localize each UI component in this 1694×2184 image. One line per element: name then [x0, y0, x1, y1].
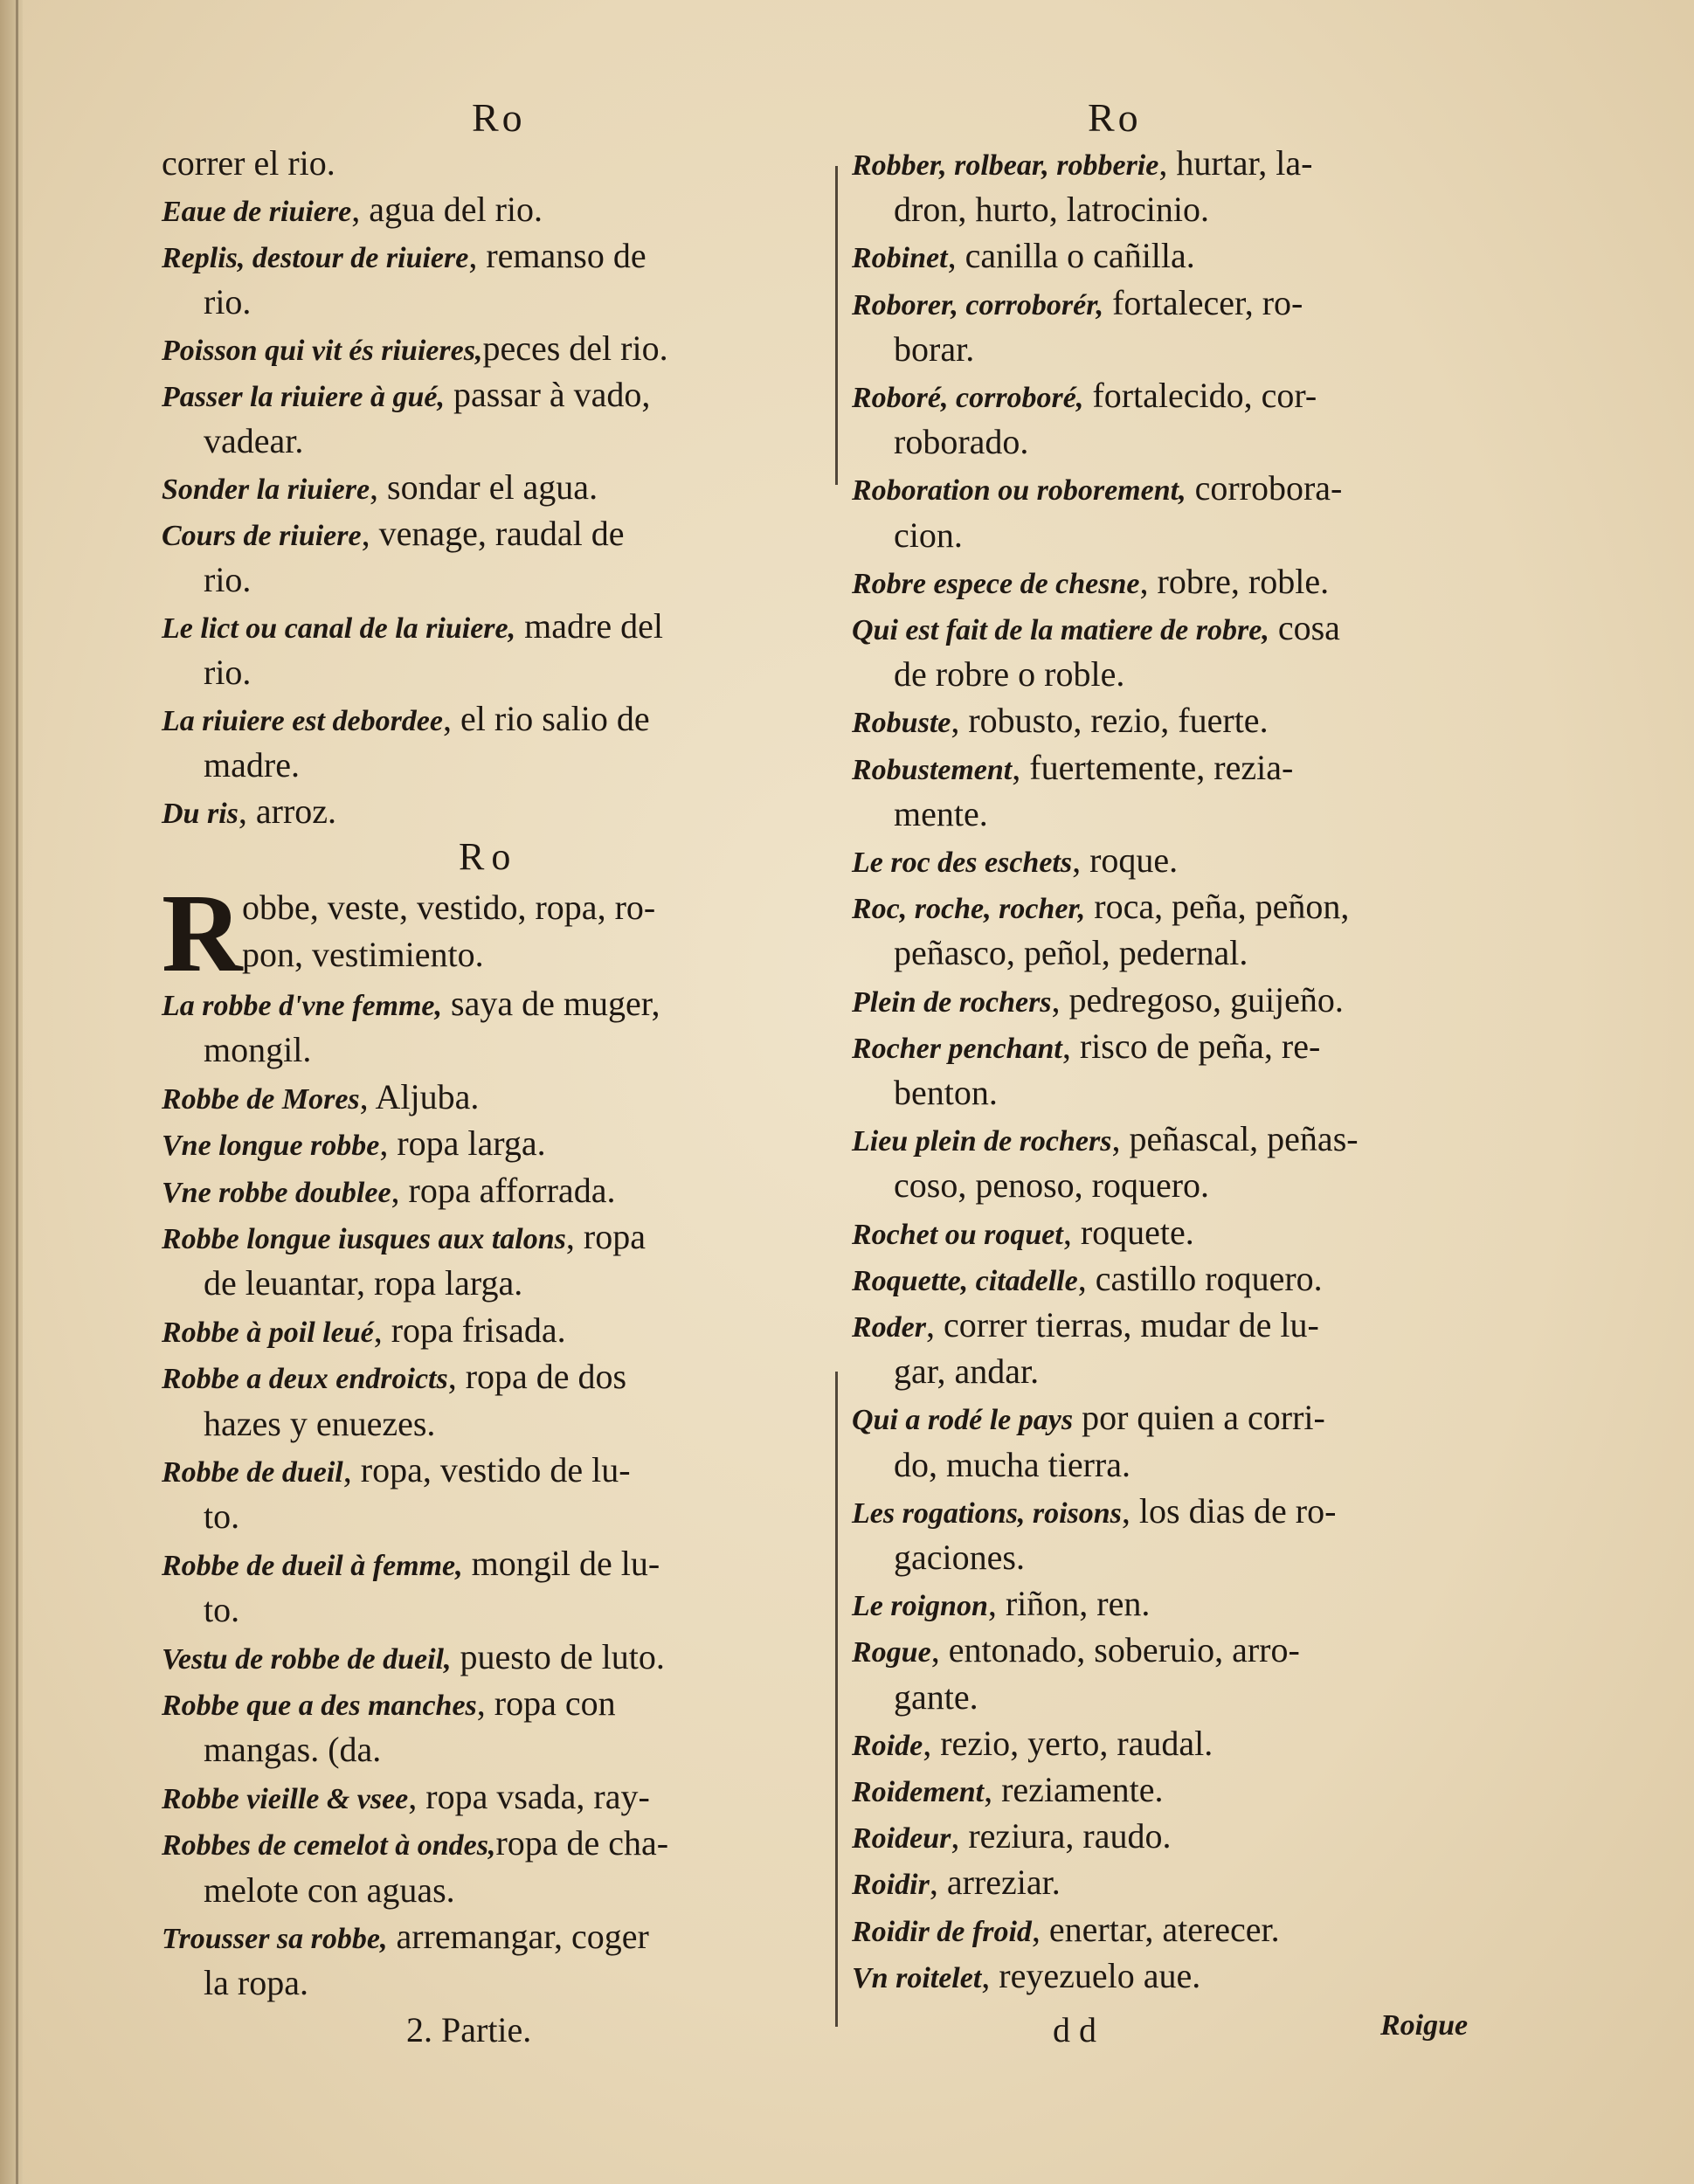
headword: Roc, roche, rocher, [852, 893, 1086, 926]
definition: , arroz. [238, 791, 337, 831]
headword: Roidir de froid [852, 1915, 1032, 1948]
dictionary-line [852, 186, 1545, 233]
definition: to. [204, 1496, 240, 1537]
headword: Robber, rolbear, robberie [852, 149, 1159, 182]
dictionary-line [852, 465, 1503, 515]
dictionary-line [162, 1773, 826, 1823]
dictionary-line [852, 1441, 1545, 1489]
dictionary-line [852, 605, 1503, 654]
binding-rule [16, 0, 18, 2184]
dictionary-line [852, 418, 1545, 466]
dictionary-line [162, 1167, 826, 1217]
dictionary-line [852, 1302, 1503, 1351]
page-footer: 2. Partie. [406, 2010, 532, 2049]
dropcap-entry [162, 871, 826, 995]
definition: ropa de cha- [495, 1823, 669, 1863]
definition: cosa [1269, 608, 1340, 647]
definition: arremangar, coger [387, 1917, 649, 1956]
dictionary-line [162, 1959, 868, 2007]
left-running-head: Ro [472, 95, 526, 140]
headword: Roboré, corroboré, [852, 382, 1084, 414]
dictionary-line [162, 140, 826, 187]
headword: Roidement [852, 1776, 985, 1808]
headword: Passer la riuiere à gué, [162, 381, 445, 413]
definition: , sondar el agua. [370, 467, 598, 507]
right-running-head: Ro [1088, 95, 1142, 140]
definition: , reyezuelo aue. [981, 1955, 1201, 1995]
definition: gaciones. [894, 1538, 1025, 1577]
headword: Qui est fait de la matiere de robre, [852, 614, 1269, 646]
definition: roborado. [894, 422, 1029, 462]
headword: Robbe a deux endroicts [162, 1363, 448, 1396]
definition: melote con aguas. [204, 1870, 455, 1910]
dropcap-line: obbe, veste, vestido, ropa, ro- [242, 888, 656, 927]
headword: Lieu plein de rochers [852, 1125, 1112, 1158]
dictionary-line [162, 1634, 826, 1683]
headword: Robbe de dueil [162, 1456, 343, 1489]
headword: Roboration ou roborement, [852, 474, 1186, 508]
headword: Trousser sa robbe, [162, 1923, 388, 1955]
dictionary-line [852, 1255, 1503, 1305]
definition: de robre o roble. [894, 654, 1125, 695]
definition: , los dias de ro- [1121, 1490, 1337, 1531]
headword: Roder [852, 1311, 926, 1344]
definition: gante. [894, 1676, 978, 1717]
headword: Eaue de riuiere [162, 196, 352, 228]
headword: Replis, destour de riuiere [162, 242, 469, 274]
dictionary-line [162, 1867, 868, 1914]
definition: , roque. [1072, 840, 1179, 880]
dictionary-line [852, 1766, 1503, 1816]
headword: Poisson qui vit és riuieres, [162, 335, 483, 367]
dictionary-line [162, 1120, 826, 1170]
definition: gar, andar. [894, 1351, 1040, 1392]
dictionary-line [852, 697, 1503, 747]
headword: Robbe à poil leué [162, 1316, 374, 1349]
dictionary-line [852, 1069, 1545, 1116]
definition: , ropa de dos [447, 1357, 627, 1397]
dictionary-line [162, 1913, 826, 1963]
definition: rio. [204, 282, 252, 321]
dictionary-line [162, 980, 826, 1030]
definition: do, mucha tierra. [894, 1444, 1130, 1484]
dictionary-line [852, 1488, 1503, 1538]
definition: , ropa con [476, 1683, 616, 1723]
dictionary-line [162, 325, 826, 375]
dictionary-line [852, 1534, 1545, 1581]
definition: , hurtar, la- [1158, 143, 1313, 183]
definition: mangas. (da. [204, 1730, 382, 1770]
definition: , canilla o cañilla. [947, 236, 1195, 276]
headword: Le roignon [852, 1590, 988, 1623]
headword: La robbe d'vne femme, [162, 990, 443, 1022]
definition: dron, hurto, latrocinio. [894, 190, 1210, 230]
dictionary-line [162, 464, 826, 514]
definition: , correr tierras, mudar de lu- [926, 1305, 1319, 1344]
definition: , arreziar. [929, 1863, 1061, 1903]
definition: , roquete. [1062, 1212, 1194, 1252]
headword: Sonder la riuiere [162, 473, 370, 506]
dictionary-line [162, 510, 826, 560]
definition: , reziura, raudo. [951, 1816, 1172, 1856]
headword: Rocher penchant [852, 1032, 1062, 1065]
dictionary-line [852, 1813, 1503, 1863]
dictionary-line [852, 791, 1545, 838]
definition: , ropa frisada. [373, 1310, 566, 1350]
dictionary-line [852, 744, 1503, 794]
dictionary-line [852, 1627, 1503, 1676]
headword: Robbe de dueil à femme, [162, 1549, 463, 1582]
dictionary-line [852, 1348, 1545, 1395]
column-divider-bottom [835, 1372, 838, 2027]
dictionary-line [852, 1116, 1503, 1165]
dictionary-line [852, 1952, 1503, 2002]
dictionary-line [852, 1906, 1503, 1956]
dictionary-line [852, 930, 1545, 977]
headword: Cours de riuiere [162, 520, 362, 552]
headword: Robbe longue iusques aux talons [162, 1223, 566, 1255]
dictionary-line [162, 1447, 826, 1496]
dictionary-line [852, 372, 1503, 422]
headword: Les rogations, roisons [852, 1496, 1122, 1530]
dictionary-line [162, 1586, 868, 1634]
dictionary-line [852, 1394, 1503, 1444]
dictionary-line [162, 1540, 826, 1590]
signature-mark: d d [1053, 2010, 1096, 2049]
definition: por quien a corri- [1073, 1398, 1325, 1438]
dictionary-line [162, 1726, 868, 1773]
dictionary-line [162, 649, 868, 696]
definition: , reziamente. [984, 1770, 1164, 1809]
definition: coso, penoso, roquero. [894, 1165, 1210, 1206]
definition: , agua del rio. [351, 190, 543, 229]
headword: Rochet ou roquet [852, 1218, 1063, 1251]
definition: la ropa. [204, 1963, 308, 2003]
definition: madre. [204, 745, 300, 784]
definition: passar à vado, [444, 375, 651, 414]
headword: Robustement [852, 753, 1013, 786]
dictionary-line [852, 232, 1503, 282]
dictionary-line [162, 742, 868, 789]
headword: La riuiere est debordee [162, 705, 443, 737]
definition: correr el rio. [162, 143, 335, 183]
definition: to. [204, 1590, 240, 1630]
definition: , el rio salio de [443, 699, 650, 738]
definition: , ropa afforrada. [391, 1170, 616, 1210]
headword: Vne robbe doublee [162, 1176, 391, 1209]
definition: , rezio, yerto, raudal. [923, 1723, 1213, 1763]
definition: , ropa [565, 1217, 646, 1256]
headword: Roborer, corroborér, [852, 288, 1104, 321]
dictionary-line [162, 1400, 868, 1448]
definition: , pedregoso, guijeño. [1051, 979, 1344, 1019]
definition: , Aljuba. [359, 1076, 480, 1116]
headword: Roquette, citadelle [852, 1264, 1078, 1297]
definition: rio. [204, 653, 252, 692]
headword: Robbe que a des manches [162, 1690, 477, 1722]
dictionary-line [852, 1162, 1545, 1209]
dictionary-line [852, 1023, 1503, 1073]
definition: fortalecer, ro- [1103, 282, 1303, 322]
dictionary-line [852, 837, 1503, 887]
headword: Robre espece de chesne [852, 567, 1140, 600]
headword: Rogue [852, 1636, 931, 1669]
dictionary-line [162, 695, 826, 745]
headword: Robinet [852, 242, 948, 275]
definition: , ropa vsada, ray- [408, 1776, 650, 1816]
definition: , enertar, aterecer. [1031, 1909, 1280, 1949]
definition: , entonado, soberuio, arro- [930, 1630, 1300, 1670]
headword: Robbe vieille & vsee [162, 1782, 409, 1815]
headword: Le lict ou canal de la riuiere, [162, 612, 516, 645]
dictionary-line [852, 651, 1545, 698]
definition: rio. [204, 560, 252, 599]
dictionary-line [852, 326, 1545, 373]
section-heading: Ro [459, 835, 518, 878]
dictionary-line [162, 1353, 826, 1403]
dictionary-line [852, 1859, 1503, 1909]
definition: puesto de luto. [451, 1636, 665, 1676]
headword: Qui a rodé le pays [852, 1404, 1074, 1437]
dictionary-line [852, 1674, 1545, 1721]
definition: , riñon, ren. [987, 1584, 1151, 1624]
definition: vadear. [204, 421, 304, 460]
definition: mongil de lu- [462, 1543, 660, 1583]
headword: Vne longue robbe [162, 1130, 380, 1163]
headword: Du ris [162, 798, 239, 830]
dictionary-line [162, 371, 826, 421]
headword: Roide [852, 1729, 923, 1762]
dictionary-line [162, 1820, 826, 1870]
definition: , ropa, vestido de lu- [342, 1450, 631, 1489]
definition: mongil. [204, 1030, 312, 1070]
dictionary-line [162, 418, 868, 465]
dictionary-line [162, 1680, 826, 1730]
dictionary-line [162, 1307, 826, 1357]
headword: Plein de rochers [852, 985, 1052, 1019]
definition: cion. [894, 515, 963, 555]
drop-capital: R [162, 871, 243, 995]
definition: borar. [894, 328, 975, 369]
dictionary-line [852, 1580, 1503, 1630]
dropcap-line: pon, vestimiento. [242, 935, 484, 974]
dictionary-line [852, 140, 1503, 190]
definition: , fuertemente, rezia- [1012, 747, 1294, 787]
definition: fortalecido, cor- [1083, 376, 1317, 415]
definition: , castillo roquero. [1077, 1258, 1323, 1298]
dictionary-line [162, 232, 826, 282]
definition: hazes y enuezes. [204, 1403, 436, 1443]
definition: saya de muger, [442, 984, 660, 1023]
dictionary-line [162, 603, 826, 653]
dictionary-line [162, 1213, 826, 1263]
dictionary-line [852, 512, 1545, 559]
dictionary-line [162, 556, 868, 604]
dictionary-line [162, 788, 826, 838]
definition: de leuantar, ropa larga. [204, 1263, 523, 1303]
dictionary-line [162, 1260, 868, 1307]
headword: Vn roitelet [852, 1961, 982, 1994]
definition: , remanso de [468, 236, 646, 275]
dictionary-line [852, 977, 1503, 1026]
dictionary-line [162, 1074, 826, 1123]
headword: Le roc des eschets [852, 847, 1073, 879]
catchword: Roigue [1380, 2009, 1469, 2042]
page-edge [0, 0, 23, 2184]
headword: Roideur [852, 1822, 951, 1856]
definition: , risco de peña, re- [1061, 1026, 1321, 1066]
definition: peces del rio. [482, 328, 668, 368]
definition: , robre, roble. [1139, 561, 1330, 601]
dictionary-line [162, 1493, 868, 1540]
definition: , robusto, rezio, fuerte. [951, 701, 1269, 741]
headword: Robbe de Mores [162, 1082, 360, 1116]
dictionary-line [852, 558, 1503, 608]
dictionary-line [162, 1026, 868, 1074]
headword: Robuste [852, 707, 951, 740]
headword: Vestu de robbe de dueil, [162, 1642, 452, 1676]
definition: roca, peña, peñon, [1085, 887, 1350, 927]
definition: madre del [515, 606, 663, 646]
dictionary-line [852, 1720, 1503, 1770]
dictionary-line [852, 280, 1503, 329]
definition: , peñascal, peñas- [1111, 1119, 1359, 1159]
definition: , ropa larga. [379, 1123, 546, 1164]
headword: Roidir [852, 1869, 930, 1902]
definition: peñasco, peñol, pedernal. [894, 933, 1248, 973]
headword: Robbes de cemelot à ondes, [162, 1829, 496, 1863]
definition: corrobora- [1186, 468, 1343, 508]
definition: , venage, raudal de [361, 514, 625, 553]
definition: mente. [894, 793, 988, 833]
dictionary-line [162, 186, 826, 236]
definition: benton. [894, 1073, 998, 1112]
dictionary-line [162, 279, 868, 326]
dictionary-line [852, 883, 1503, 933]
dictionary-line [852, 1209, 1503, 1259]
